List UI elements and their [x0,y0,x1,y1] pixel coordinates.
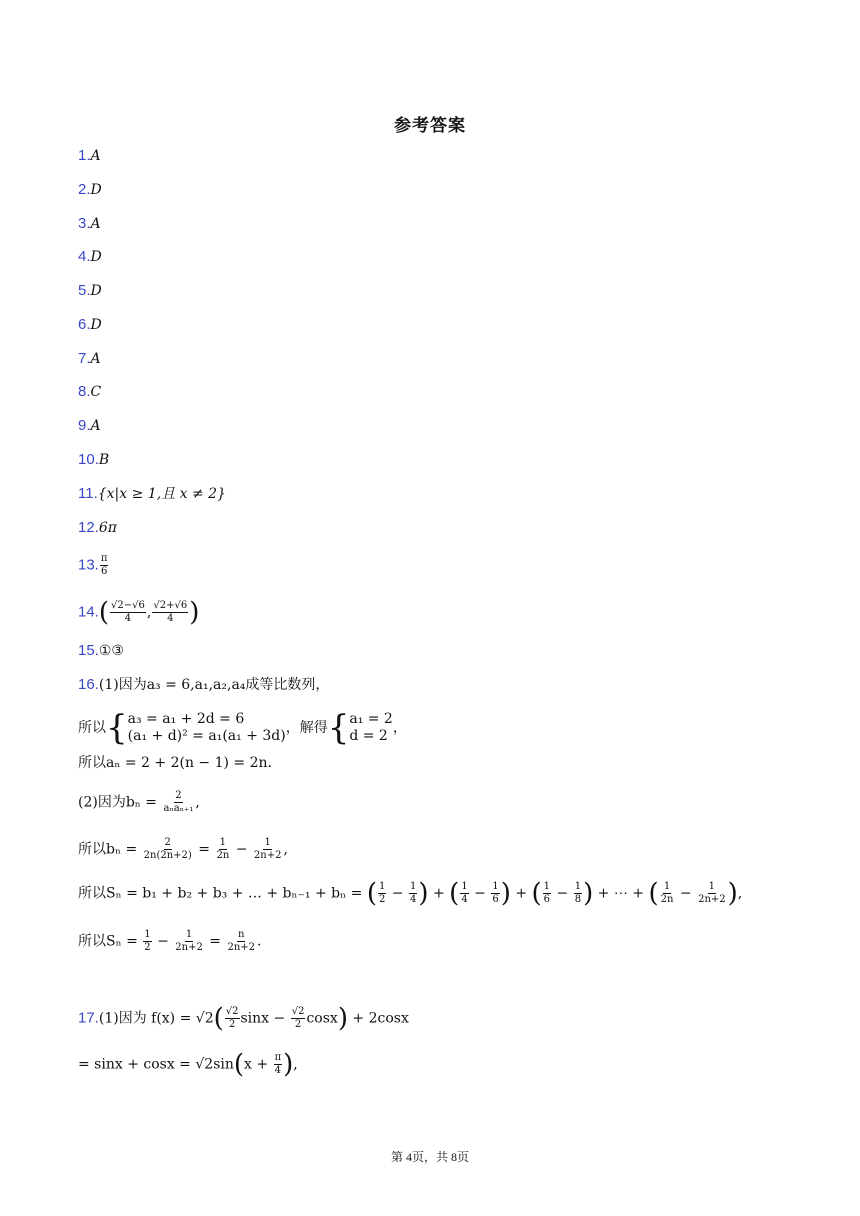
question-number: 12. [78,519,99,536]
answer-item [78,449,109,471]
answer-item [78,145,101,167]
answer-value: A [90,351,101,367]
answer-16-line-4: (2)因为bₙ = $\frac{2}{\text{aₙaₙ₊₁}}$ , [78,790,200,814]
answer-item [78,348,101,370]
page-title: 参考答案 [394,116,466,136]
answer-value: A [90,216,101,232]
answer-14: 14.( $\frac{√2-√6}{4}$ , $\frac{√2+√6}{4}$ ) [78,597,200,628]
question-number: 8. [78,383,91,400]
answer-17-line-2: = sinx + cosx = √2sin(x + $\frac{\pi}{4}$ ), [78,1049,298,1080]
answer-item [78,483,226,505]
answer-value: 6π [98,520,117,536]
answer-item [78,381,101,403]
answer-16-line-1: 16.(1)因为a₃ = 6,a₁,a₂,a₄成等比数列， [78,676,330,693]
question-number: 5. [78,282,91,299]
answer-value: A [90,418,101,434]
question-number: 9. [78,417,91,434]
answer-value: D [90,249,102,265]
answer-item [78,246,102,268]
question-number: 10. [78,451,99,468]
answer-value: B [98,452,110,468]
answer-16-line-6: 所以Sₙ = b₁ + b₂ + b₃ + … + bₙ₋₁ + bₙ = ( $\frac{1}{2}$ − $\frac{1}{4}$ ) + ( $\frac{1}{4}$ − $\frac{1}{6}$ ) + ( $\frac{1}{6}$ − $\frac{1}{8}$ ) + ⋯ + ( $\frac{1}{2n}$ − $\frac{1}{2n+2}$ ), [78,878,743,909]
question-number: 4. [78,248,91,265]
answer-value: {x|x ≥ 1,且 x ≠ 2} [97,486,226,502]
answer-item [78,314,102,336]
answer-16-line-2: 所以{ a₃ = a₁ + 2d = 6 (a₁ + d)² = a₁(a₁ + 3d) ，解得{ a₁ = 2 d = 2 ， [78,708,407,748]
fraction: $\frac{\pi}{6}$ [100,553,108,577]
page-footer: 第 4页，共 8页 [390,1150,469,1164]
answer-value: D [90,317,102,333]
question-number: 1. [78,147,91,164]
answer-value: D [90,283,102,299]
question-number: 3. [78,215,91,232]
answer-item [78,415,101,437]
answer-item [78,517,117,539]
answer-item [78,213,101,235]
question-number: 7. [78,350,91,367]
answer-15: 15.①③ [78,642,124,659]
question-number: 2. [78,181,91,198]
answer-value: C [90,384,102,400]
answer-16-line-5: 所以bₙ = $\frac{2}{2n(2n+2)}$ = $\frac{1}{2n}$ − $\frac{1}{2n+2}$ , [78,837,288,861]
answer-item [78,280,102,302]
answer-value: A [90,148,101,164]
answer-16-line-7: 所以Sₙ = $\frac{1}{2}$ − $\frac{1}{2n+2}$ = $\frac{n}{2n+2}$ . [78,929,262,953]
question-number: 6. [78,316,91,333]
answer-16-line-3: 所以aₙ = 2 + 2(n − 1) = 2n. [78,755,272,771]
answer-13: 13. $\frac{\pi}{6}$ [78,553,108,577]
answer-value: D [90,182,102,198]
question-number: 11. [78,485,98,502]
answer-17-line-1: 17.(1)因为 f(x) = √2( $\frac{√2}{2}$ sinx − $\frac{√2}{2}$ cosx) + 2cosx [78,1003,409,1034]
answer-item [78,179,102,201]
